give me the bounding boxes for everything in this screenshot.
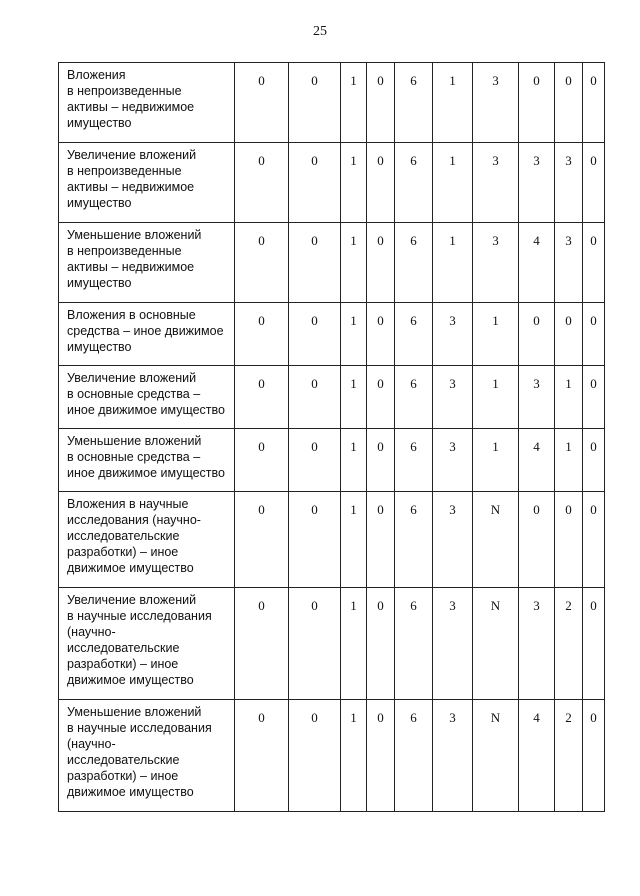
code-digit: 1	[341, 429, 367, 492]
code-digit: N	[473, 492, 519, 588]
code-digit: 0	[555, 492, 583, 588]
code-digit: N	[473, 700, 519, 812]
code-digit: 0	[367, 700, 395, 812]
code-digit: 1	[341, 366, 367, 429]
code-digit: 3	[433, 700, 473, 812]
code-digit: 3	[433, 588, 473, 700]
code-digit: 0	[289, 223, 341, 303]
table-row	[59, 303, 605, 366]
code-digit: 3	[473, 63, 519, 143]
code-digit: 6	[395, 303, 433, 366]
account-codes-table	[58, 62, 605, 812]
account-name: Уменьшение вложений в научные исследования (научно- исследовательские разработки) – иное движимое имущество	[59, 700, 235, 812]
code-digit: 0	[519, 303, 555, 366]
code-digit: 1	[555, 366, 583, 429]
code-digit: 0	[235, 143, 289, 223]
code-digit: 3	[433, 366, 473, 429]
code-digit: 0	[583, 429, 605, 492]
code-digit: 0	[289, 63, 341, 143]
code-digit: 2	[555, 588, 583, 700]
code-digit: 0	[235, 63, 289, 143]
code-digit: 0	[583, 588, 605, 700]
account-name: Увеличение вложений в непроизведенные активы – недвижимое имущество	[59, 143, 235, 223]
page-number: 25	[313, 24, 327, 39]
code-digit: 3	[519, 588, 555, 700]
code-digit: 0	[367, 366, 395, 429]
code-digit: 3	[433, 429, 473, 492]
code-digit: 6	[395, 700, 433, 812]
code-digit: 3	[433, 492, 473, 588]
code-digit: N	[473, 588, 519, 700]
code-digit: 0	[555, 303, 583, 366]
code-digit: 0	[289, 303, 341, 366]
code-digit: 6	[395, 429, 433, 492]
code-digit: 1	[433, 223, 473, 303]
code-digit: 3	[433, 303, 473, 366]
code-digit: 3	[519, 366, 555, 429]
table-row	[59, 429, 605, 492]
code-digit: 1	[341, 700, 367, 812]
code-digit: 0	[367, 429, 395, 492]
code-digit: 0	[289, 700, 341, 812]
code-digit: 0	[367, 63, 395, 143]
code-digit: 0	[235, 492, 289, 588]
code-digit: 0	[583, 63, 605, 143]
table-row	[59, 700, 605, 812]
code-digit: 0	[235, 700, 289, 812]
account-name: Уменьшение вложений в непроизведенные активы – недвижимое имущество	[59, 223, 235, 303]
code-digit: 0	[583, 700, 605, 812]
table-row	[59, 63, 605, 143]
code-digit: 6	[395, 223, 433, 303]
code-digit: 1	[473, 366, 519, 429]
code-digit: 0	[289, 429, 341, 492]
code-digit: 6	[395, 366, 433, 429]
account-name: Увеличение вложений в основные средства – иное движимое имущество	[59, 366, 235, 429]
code-digit: 0	[583, 492, 605, 588]
code-digit: 1	[341, 143, 367, 223]
code-digit: 0	[235, 303, 289, 366]
code-digit: 1	[341, 492, 367, 588]
code-digit: 0	[367, 588, 395, 700]
code-digit: 0	[583, 366, 605, 429]
code-digit: 0	[289, 588, 341, 700]
code-digit: 0	[519, 492, 555, 588]
code-digit: 0	[367, 303, 395, 366]
code-digit: 4	[519, 223, 555, 303]
code-digit: 0	[289, 143, 341, 223]
code-digit: 1	[555, 429, 583, 492]
code-digit: 1	[473, 303, 519, 366]
code-digit: 0	[583, 223, 605, 303]
code-digit: 2	[555, 700, 583, 812]
code-digit: 0	[367, 143, 395, 223]
code-digit: 3	[555, 143, 583, 223]
code-digit: 6	[395, 492, 433, 588]
code-digit: 1	[341, 223, 367, 303]
code-digit: 0	[235, 223, 289, 303]
code-digit: 1	[341, 63, 367, 143]
code-digit: 0	[235, 366, 289, 429]
code-digit: 0	[289, 492, 341, 588]
code-digit: 0	[367, 223, 395, 303]
account-name: Вложения в непроизведенные активы – недвижимое имущество	[59, 63, 235, 143]
code-digit: 0	[235, 588, 289, 700]
account-name: Уменьшение вложений в основные средства – иное движимое имущество	[59, 429, 235, 492]
table-row	[59, 588, 605, 700]
code-digit: 3	[519, 143, 555, 223]
code-digit: 0	[583, 143, 605, 223]
code-digit: 0	[235, 429, 289, 492]
code-digit: 1	[341, 303, 367, 366]
code-digit: 3	[473, 143, 519, 223]
code-digit: 6	[395, 143, 433, 223]
account-name: Вложения в научные исследования (научно- исследовательские разработки) – иное движимое имущество	[59, 492, 235, 588]
code-digit: 0	[555, 63, 583, 143]
code-digit: 4	[519, 429, 555, 492]
table-row	[59, 223, 605, 303]
code-digit: 0	[583, 303, 605, 366]
code-digit: 4	[519, 700, 555, 812]
account-name: Увеличение вложений в научные исследования (научно- исследовательские разработки) – иное движимое имущество	[59, 588, 235, 700]
code-digit: 3	[473, 223, 519, 303]
table-row	[59, 143, 605, 223]
code-digit: 1	[433, 143, 473, 223]
account-name: Вложения в основные средства – иное движимое имущество	[59, 303, 235, 366]
code-digit: 3	[555, 223, 583, 303]
code-digit: 1	[341, 588, 367, 700]
code-digit: 0	[367, 492, 395, 588]
table-row	[59, 366, 605, 429]
code-digit: 6	[395, 588, 433, 700]
code-digit: 0	[289, 366, 341, 429]
table-row	[59, 492, 605, 588]
code-digit: 1	[473, 429, 519, 492]
code-digit: 6	[395, 63, 433, 143]
code-digit: 1	[433, 63, 473, 143]
code-digit: 0	[519, 63, 555, 143]
